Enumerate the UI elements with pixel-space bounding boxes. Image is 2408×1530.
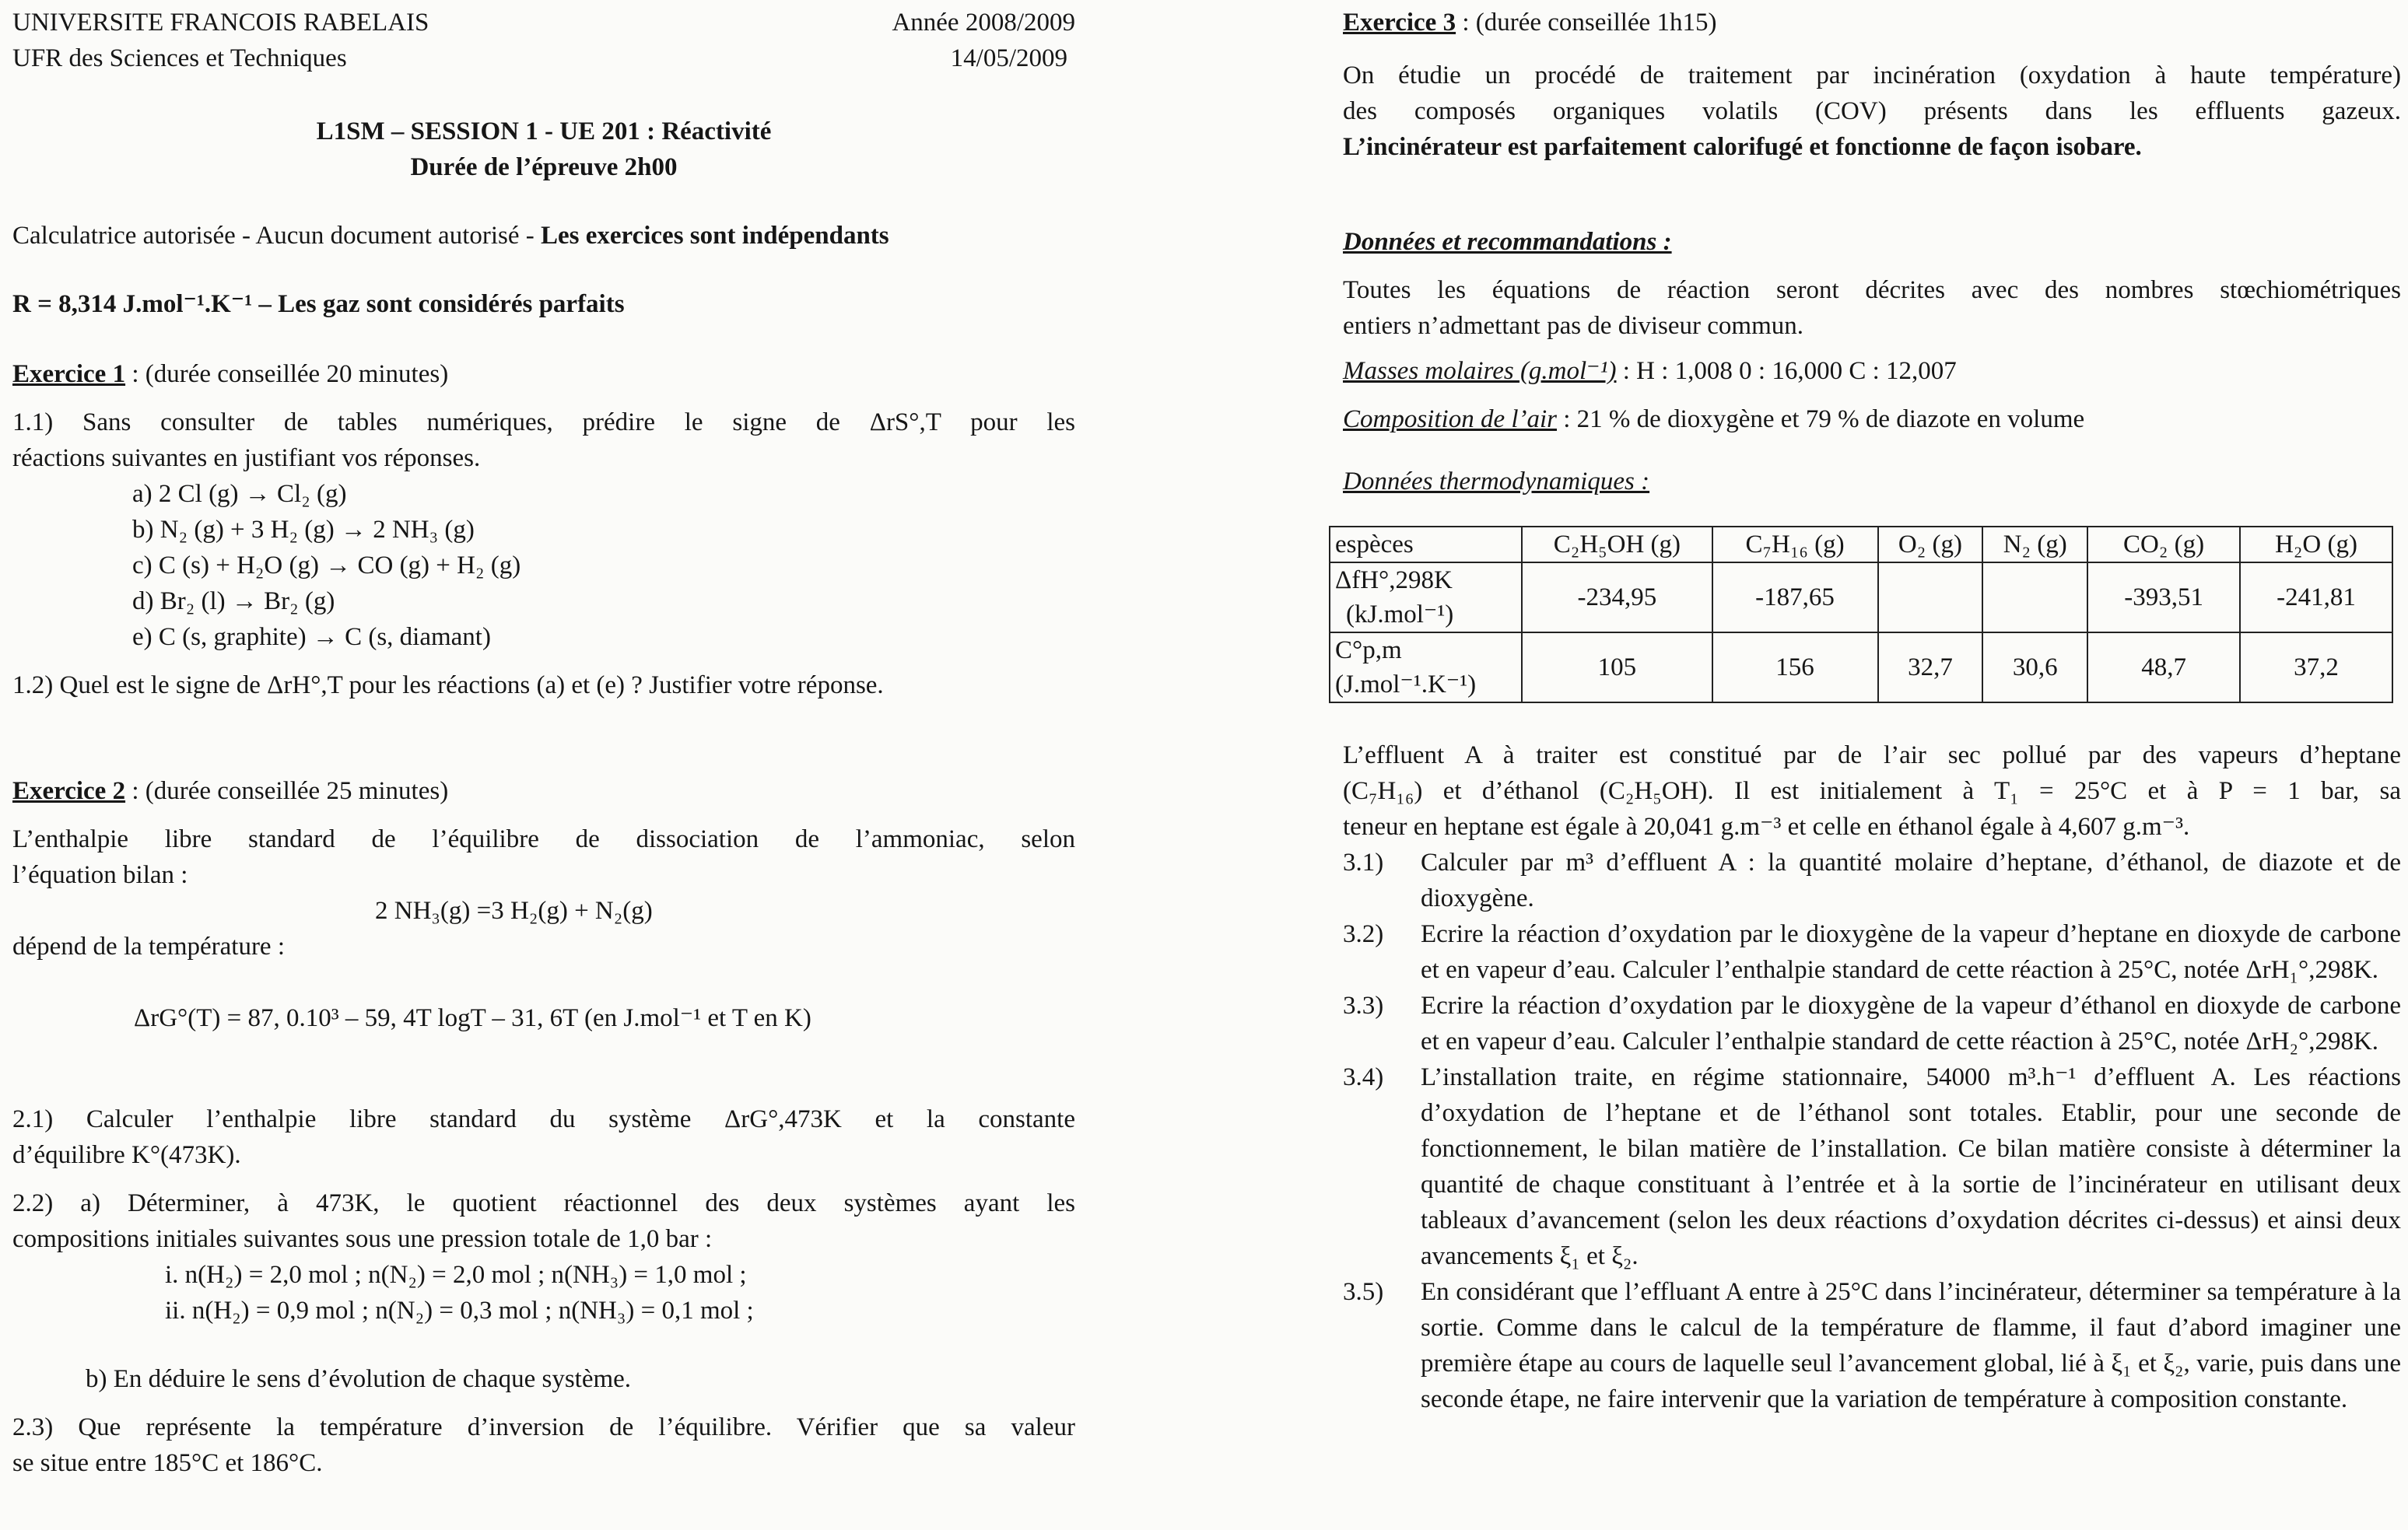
table-cell xyxy=(1982,562,2087,632)
exercise-3-title: Exercice 3 xyxy=(1343,9,1456,37)
ex3-questions xyxy=(1343,845,2401,1417)
effluent-line3: teneur en heptane est égale à 20,041 g.m⁻³ et celle en éthanol égale à 4,607 g.m⁻³. xyxy=(1343,813,2190,841)
ex3-intro-line3: L’incinérateur est parfaitement calorifugé et fonctionne de façon isobare. xyxy=(1343,133,2142,161)
thermo-data-table xyxy=(1329,526,2393,703)
gas-constant: R = 8,314 J.mol⁻¹.K⁻¹ – Les gaz sont considérés parfaits xyxy=(12,290,625,318)
table-cell: 105 xyxy=(1522,632,1712,702)
reaction-d: d) Br₂ (l) → Br₂ (g) xyxy=(132,587,335,615)
exam-rules xyxy=(12,218,889,254)
air-composition-values: : 21 % de dioxygène et 79 % de diazote en volume xyxy=(1557,405,2085,433)
effluent-line1: L’effluent A à traiter est constitué par de l’air sec pollué par des vapeurs d’heptane xyxy=(1343,741,2401,769)
table-cell: 32,7 xyxy=(1878,632,1983,702)
exam-duration: Durée de l’épreuve 2h00 xyxy=(410,153,678,181)
rules-bold-text: Les exercices sont indépendants xyxy=(541,222,889,250)
q1-2: 1.2) Quel est le signe de ΔrH°,T pour les réactions (a) et (e) ? Justifier votre réponse. xyxy=(12,671,884,699)
ufr-name: UFR des Sciences et Techniques xyxy=(12,44,347,72)
ex3-intro-line2: des composés organiques volatils (COV) présents dans les effluents gazeux. xyxy=(1343,97,2401,125)
ex2-depend-text: dépend de la température : xyxy=(12,933,285,961)
table-cell xyxy=(1878,562,1983,632)
data-section-title: Données et recommandations : xyxy=(1343,228,1672,256)
table-cell: -234,95 xyxy=(1522,562,1712,632)
table-label-heat-capacity xyxy=(1330,632,1522,702)
exercise-3-heading xyxy=(1343,5,1716,40)
table-header-ethanol: C₂H₅OH (g) xyxy=(1522,527,1712,562)
enthalpy-label-symbol: ΔfH°,298K xyxy=(1335,566,1453,594)
enthalpy-label-unit: (kJ.mol⁻¹) xyxy=(1346,600,1454,628)
molar-masses-label: Masses molaires (g.mol⁻¹) xyxy=(1343,357,1617,385)
table-header-o2: O₂ (g) xyxy=(1878,527,1983,562)
table-cell: 30,6 xyxy=(1982,632,2087,702)
university-name: UNIVERSITE FRANCOIS RABELAIS xyxy=(12,9,429,37)
heat-capacity-label-unit: (J.mol⁻¹.K⁻¹) xyxy=(1335,670,1477,698)
academic-year: Année 2008/2009 xyxy=(892,9,1075,37)
rules-text: Calculatrice autorisée - Aucun document autorisé - xyxy=(12,222,541,250)
question-text: L’installation traite, en régime stationnaire, 54000 m³.h⁻¹ d’effluent A. Les réactions d’oxydation de l’heptane et de l’éthanol sont totales. Etablir, pour une seconde de fonctionnement, le bilan matière de l’installation. Ce bilan matière consiste à déterminer la quantité de chaque constituant à l’entrée et à la sortie de l’incinérateur en utilisant deux tableaux d’avancement (selon les deux réactions d’oxydation décrites ci-dessus) et ainsi deux avancements ξ₁ et ξ₂. xyxy=(1421,1063,2401,1270)
heat-capacity-label-symbol: C°p,m xyxy=(1335,636,1402,664)
composition-i: i. n(H₂) = 2,0 mol ; n(N₂) = 2,0 mol ; n(NH₃) = 1,0 mol ; xyxy=(165,1261,747,1289)
table-row-heat-capacity xyxy=(1330,632,2392,702)
table-header-species: espèces xyxy=(1330,527,1522,562)
data-line1: Toutes les équations de réaction seront décrites avec des nombres stœchiométriques xyxy=(1343,276,2401,304)
question-3-4 xyxy=(1343,1059,2401,1274)
question-3-2 xyxy=(1343,916,2401,988)
question-text: Calculer par m³ d’effluent A : la quantité molaire d’heptane, d’éthanol, de diazote et de dioxygène. xyxy=(1421,849,2401,912)
exercise-2-heading xyxy=(12,773,448,809)
ex2-intro-line2: l’équation bilan : xyxy=(12,861,188,889)
molar-masses xyxy=(1343,353,1957,389)
table-cell: 37,2 xyxy=(2240,632,2392,702)
q2-3-line1: 2.3) Que représente la température d’inversion de l’équilibre. Vérifier que sa valeur xyxy=(12,1413,1075,1441)
reaction-b: b) N₂ (g) + 3 H₂ (g) → 2 NH₃ (g) xyxy=(132,516,475,544)
air-composition xyxy=(1343,401,2084,437)
q2-2b: b) En déduire le sens d’évolution de chaque système. xyxy=(86,1365,632,1393)
question-text: Ecrire la réaction d’oxydation par le dioxygène de la vapeur d’éthanol en dioxyde de carbone et en vapeur d’eau. Calculer l’enthalpie standard de cette réaction à 25°C, notée ΔrH₂°,298K. xyxy=(1421,992,2401,1056)
q2-1-line1: 2.1) Calculer l’enthalpie libre standard du système ΔrG°,473K et la constante xyxy=(12,1105,1075,1133)
data-line2: entiers n’admettant pas de diviseur commun. xyxy=(1343,312,1804,340)
ex2-intro-line1: L’enthalpie libre standard de l’équilibre de dissociation de l’ammoniac, selon xyxy=(12,825,1075,853)
table-header-row xyxy=(1330,527,2392,562)
question-3-3 xyxy=(1343,988,2401,1059)
table-header-co2: CO₂ (g) xyxy=(2087,527,2240,562)
reaction-a: a) 2 Cl (g) → Cl₂ (g) xyxy=(132,480,347,508)
exercise-3-duration: : (durée conseillée 1h15) xyxy=(1456,9,1717,37)
exercise-1-title: Exercice 1 xyxy=(12,360,126,388)
reaction-c: c) C (s) + H₂O (g) → CO (g) + H₂ (g) xyxy=(132,551,521,579)
question-number: 3.3) xyxy=(1343,992,1384,1020)
table-cell: 48,7 xyxy=(2087,632,2240,702)
question-text: En considérant que l’effluant A entre à 25°C dans l’incinérateur, déterminer sa température à la sortie. Comme dans le calcul de la température de flamme, il faut d’abord imaginer une première étape au cours de laquelle seul l’avancement global, lié à ξ₁ et ξ₂, varie, puis dans une seconde étape, ne faire intervenir que la variation de température à composition constante. xyxy=(1421,1278,2401,1413)
effluent-line2: (C₇H₁₆) et d’éthanol (C₂H₅OH). Il est initialement à T₁ = 25°C et à P = 1 bar, sa xyxy=(1343,777,2401,805)
q2-2-line2: compositions initiales suivantes sous une pression totale de 1,0 bar : xyxy=(12,1225,713,1253)
exercise-2-title: Exercice 2 xyxy=(12,777,126,805)
q2-1-line2: d’équilibre K°(473K). xyxy=(12,1141,241,1169)
table-row-enthalpy xyxy=(1330,562,2392,632)
question-number: 3.2) xyxy=(1343,920,1384,948)
q1-1-line1: 1.1) Sans consulter de tables numériques, prédire le signe de ΔrS°,T pour les xyxy=(12,408,1075,436)
ex3-intro-line1: On étudie un procédé de traitement par incinération (oxydation à haute température) xyxy=(1343,61,2401,89)
table-cell: -241,81 xyxy=(2240,562,2392,632)
table-header-h2o: H₂O (g) xyxy=(2240,527,2392,562)
q2-3-line2: se situe entre 185°C et 186°C. xyxy=(12,1449,323,1477)
table-header-n2: N₂ (g) xyxy=(1982,527,2087,562)
reaction-e: e) C (s, graphite) → C (s, diamant) xyxy=(132,623,491,651)
gibbs-formula: ΔrG°(T) = 87, 0.10³ – 59, 4T logT – 31, 6T (en J.mol⁻¹ et T en K) xyxy=(134,1004,811,1032)
question-number: 3.4) xyxy=(1343,1063,1384,1091)
exercise-1-heading xyxy=(12,356,448,392)
question-text: Ecrire la réaction d’oxydation par le dioxygène de la vapeur d’heptane en dioxyde de carbone et en vapeur d’eau. Calculer l’enthalpie standard de cette réaction à 25°C, notée ΔrH₁°,298K. xyxy=(1421,920,2401,984)
question-3-5 xyxy=(1343,1274,2401,1417)
q2-2-line1: 2.2) a) Déterminer, à 473K, le quotient réactionnel des deux systèmes ayant les xyxy=(12,1189,1075,1217)
table-cell: -393,51 xyxy=(2087,562,2240,632)
question-3-1 xyxy=(1343,845,2401,916)
exam-date: 14/05/2009 xyxy=(950,44,1067,72)
exam-title: L1SM – SESSION 1 - UE 201 : Réactivité xyxy=(316,117,772,145)
table-cell: 156 xyxy=(1712,632,1878,702)
air-composition-label: Composition de l’air xyxy=(1343,405,1558,433)
exercise-2-duration: : (durée conseillée 25 minutes) xyxy=(125,777,449,805)
exercise-1-duration: : (durée conseillée 20 minutes) xyxy=(125,360,449,388)
thermo-data-title: Données thermodynamiques : xyxy=(1343,467,1650,495)
table-label-enthalpy xyxy=(1330,562,1522,632)
question-number: 3.5) xyxy=(1343,1278,1384,1306)
dissociation-equation: 2 NH₃(g) =3 H₂(g) + N₂(g) xyxy=(375,897,653,925)
question-number: 3.1) xyxy=(1343,849,1384,877)
molar-masses-values: : H : 1,008 0 : 16,000 C : 12,007 xyxy=(1616,357,1957,385)
q1-1-line2: réactions suivantes en justifiant vos réponses. xyxy=(12,444,481,472)
table-header-heptane: C₇H₁₆ (g) xyxy=(1712,527,1878,562)
composition-ii: ii. n(H₂) = 0,9 mol ; n(N₂) = 0,3 mol ; n(NH₃) = 0,1 mol ; xyxy=(165,1297,754,1325)
table-cell: -187,65 xyxy=(1712,562,1878,632)
